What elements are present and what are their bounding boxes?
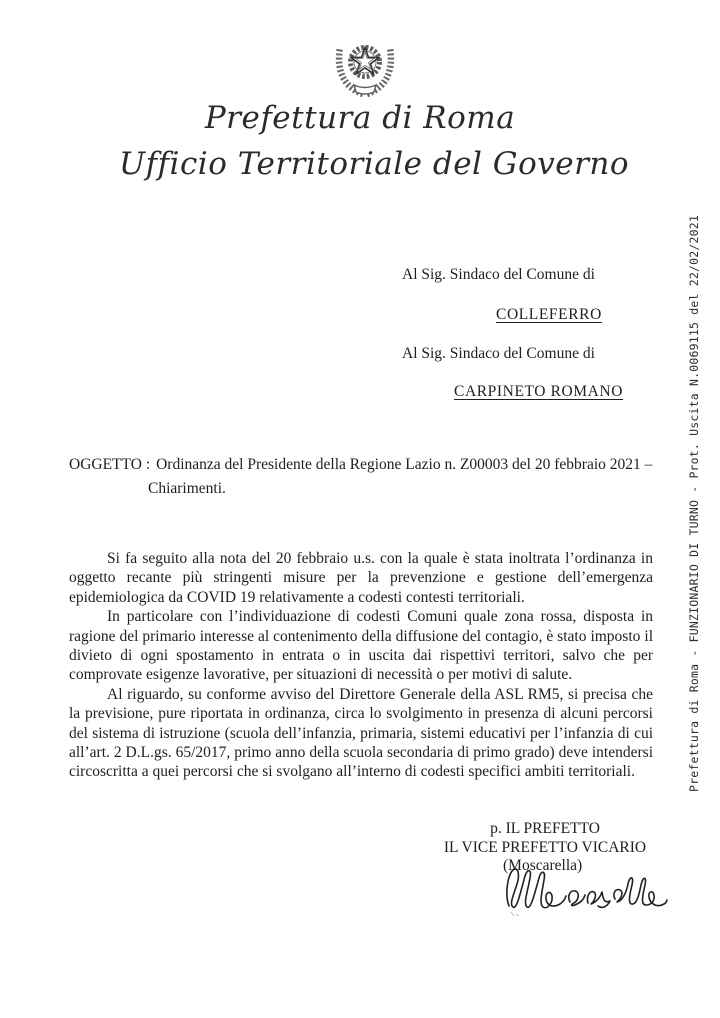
handwritten-signature (499, 860, 671, 928)
recipient-municipality-colleferro: COLLEFERRO (496, 306, 602, 323)
subject-line2: Chiarimenti. (148, 480, 226, 497)
subject-label: OGGETTO : (69, 456, 151, 473)
subject-text: Ordinanza del Presidente della Regione Lazio n. Z00003 del 20 febbraio 2021 – (156, 456, 653, 473)
recipient-salutation: Al Sig. Sindaco del Comune di (402, 345, 595, 362)
letterhead-prefettura: Prefettura di Roma (204, 100, 516, 136)
subject-block (69, 453, 659, 501)
body-paragraph: Si fa seguito alla nota del 20 febbraio u.s. con la quale è stata inoltrata l’ordinanza in oggetto recante più stringenti misure per la prevenzione e gestione dell’emergenza epidemiologica da COVID 19 relativamente a codesti contesti territoriali. (69, 550, 653, 606)
protocol-stamp: Prefettura di Roma - FUNZIONARIO DI TURNO - Prot. Uscita N.0069115 del 22/02/2021 (687, 214, 701, 792)
signature-titles (423, 819, 667, 857)
body-paragraph: In particolare con l’individuazione di codesti Comuni quale zona rossa, disposta in ragione del primario interesse al contenimento della diffusione del contagio, è stato imposto il divieto di ogni spostamento in entrata o in uscita dai rispettivi territori, salvo che per comprovate esigenze lavorative, per situazioni di necessità o per motivi di salute. (69, 608, 653, 684)
letterhead-ufficio: Ufficio Territoriale del Governo (118, 146, 630, 182)
body-paragraph: Al riguardo, su conforme avviso del Direttore Generale della ASL RM5, si precisa che la previsione, pure riportata in ordinanza, circa lo svolgimento in presenza di alcuni percorsi del sistema di istruzione (scuola dell’infanzia, primaria, sistemi educativi per l’infanzia di cui all’art. 2 D.L.gs. 65/2017, primo anno della scuola secondaria di primo grado) deve intendersi circoscritta a quei percorsi che si svolgano all’interno di codesti specifici ambiti territoriali. (69, 685, 653, 781)
signature-title-prefetto: p. IL PREFETTO (490, 820, 600, 837)
signature-title-vice-prefetto: IL VICE PREFETTO VICARIO (443, 839, 647, 856)
signature-printed-name: (Moscarella) (503, 857, 583, 874)
subject-line1 (69, 453, 659, 477)
recipient-municipality-carpineto-romano: CARPINETO ROMANO (454, 383, 624, 400)
recipient-salutation: Al Sig. Sindaco del Comune di (402, 266, 595, 283)
italian-republic-emblem-icon (328, 33, 402, 99)
letter-body (69, 549, 653, 782)
